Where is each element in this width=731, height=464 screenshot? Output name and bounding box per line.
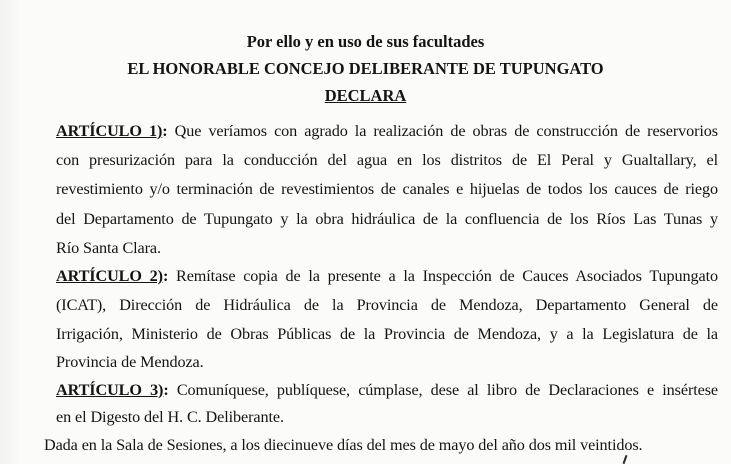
article-2-line-4: Provincia de Mendoza. <box>56 353 204 371</box>
article-3-text-1: Comuníquese, publíquese, cúmplase, dese al libro de Declaraciones e insértese <box>176 381 719 399</box>
declares-heading-wrap <box>0 85 731 107</box>
article-3-line-1 <box>56 379 718 401</box>
preamble: Por ello y en uso de sus facultades <box>246 32 485 51</box>
council-name: EL HONORABLE CONCEJO DELIBERANTE DE TUPUNGATO <box>127 59 604 78</box>
pen-stroke-mark <box>623 455 628 464</box>
article-1-line-3: revestimiento y/o terminación de revestimientos de canales e hijuelas de todos los cauces de riego <box>56 180 718 198</box>
article-1-line-4: del Departamento de Tupungato y la obra hidráulica de la confluencia de los Ríos Las Tunas y <box>56 210 718 228</box>
article-3-line-2: en el Digesto del H. C. Deliberante. <box>56 408 284 426</box>
closing-line: Dada en la Sala de Sesiones, a los diecinueve días del mes de mayo del año dos mil veintidos. <box>44 436 643 454</box>
article-1-label: ARTÍCULO 1) <box>56 122 163 140</box>
article-3-label-wrap: ARTÍCULO 3): <box>56 381 169 399</box>
declares-heading: DECLARA <box>324 86 407 105</box>
article-1-text-1: Que veríamos con agrado la realización de obras de construcción de reservorios <box>174 122 718 140</box>
article-2-text-1: Remítase copia de la presente a la Inspección de Cauces Asociados Tupungato <box>176 267 718 285</box>
article-3-label: ARTÍCULO 3) <box>56 381 164 399</box>
article-2-line-1 <box>56 265 718 287</box>
article-1-line-1 <box>56 120 718 142</box>
article-1-label-wrap: ARTÍCULO 1): <box>56 122 168 140</box>
article-2-label-wrap: ARTÍCULO 2): <box>56 267 169 285</box>
article-2-line-3: Irrigación, Ministerio de Obras Públicas de la Provincia de Mendoza, y a la Legislatura de la <box>56 325 718 343</box>
article-2-line-2: (ICAT), Dirección de Hidráulica de la Provincia de Mendoza, Departamento General de <box>56 296 718 314</box>
article-1-line-5: Río Santa Clara. <box>56 239 161 257</box>
article-1-line-2: con presurización para la conducción del agua en los distritos de El Peral y Gualtallary, el <box>56 151 718 169</box>
article-2-label: ARTÍCULO 2) <box>56 267 163 285</box>
